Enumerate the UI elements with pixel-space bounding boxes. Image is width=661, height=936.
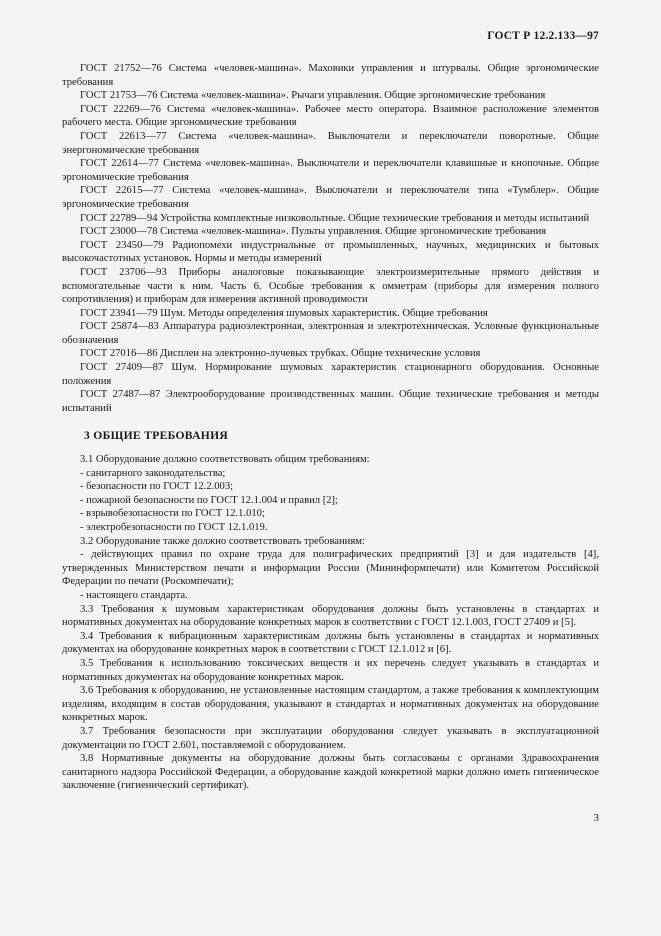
reference-item: ГОСТ 27016—86 Дисплеи на электронно-лучевых трубках. Общие технические условия [80, 348, 481, 360]
clause-3-6: 3.6 Требования к оборудованию, не установленные настоящим стандартом, а также требования к комплектующим изделиям, входящим в состав оборудования, указывают в стандартах и нормативных документах на оборудование конкретных марок. [62, 685, 599, 724]
list-item: - электробезопасности по ГОСТ 12.1.019. [80, 522, 268, 533]
reference-item: ГОСТ 23706—93 Приборы аналоговые показывающие электроизмерительные прямого действия и вспомогательные части к ним. Часть 6. Особые требования к омметрам (приборы для измерения полного сопротивления) и приборам для измерения активной проводимости [62, 266, 599, 306]
clause-3-8: 3.8 Нормативные документы на оборудование должны быть согласованы с органами Здравоохранения санитарного надзора Российской Федерации, а оборудование каждой конкретной марки должно иметь гигиеническое заключение (гигиенический сертификат). [62, 753, 599, 792]
clause-3-2: 3.2 Оборудование также должно соответствовать требованиям: [80, 535, 365, 547]
reference-item: ГОСТ 25874—83 Аппаратура радиоэлектронная, электронная и электротехническая. Условные функциональные обозначения [62, 321, 599, 346]
list-item: - безопасности по ГОСТ 12.2.003; [80, 481, 234, 493]
list-item: - действующих правил по охране труда для полиграфических предприятий [3] и для издательств [4], утвержденных Министерством печати и информации России (Мининформпечати) или Комитетом Российской Федерации по печати (Роскомпечати); [62, 549, 599, 588]
clause-3-5: 3.5 Требования к использованию токсических веществ и их перечень следует указывать в стандартах и нормативных документах на оборудование конкретных марок. [62, 657, 599, 683]
page-body [62, 62, 599, 793]
reference-item: ГОСТ 23000—78 Система «человек-машина». Пульты управления. Общие эргономические требования [80, 226, 547, 238]
section-heading: 3 ОБЩИЕ ТРЕБОВАНИЯ [84, 429, 229, 443]
reference-item: ГОСТ 22614—77 Система «человек-машина». Выключатели и переключатели клавишные и кнопочные. Общие эргономические требования [62, 158, 599, 183]
reference-item: ГОСТ 23450—79 Радиопомехи индустриальные от промышленных, научных, медицинских и бытовых высокочастотных установок. Нормы и методы измерений [62, 239, 599, 265]
reference-item: ГОСТ 22789—94 Устройства комплектные низковольтные. Общие технические требования и методы испытаний [80, 212, 590, 224]
list-item: - взрывобезопасности по ГОСТ 12.1.010; [80, 508, 265, 520]
reference-item: ГОСТ 23941—79 Шум. Методы определения шумовых характеристик. Общие требования [80, 307, 488, 319]
clause-3-7: 3.7 Требования безопасности при эксплуатации оборудования следует указывать в эксплуатационной документации по ГОСТ 2.601, поставляемой с оборудованием. [62, 725, 599, 751]
reference-item: ГОСТ 21752—76 Система «человек-машина». Маховики управления и штурвалы. Общие эргономические требования [62, 63, 599, 88]
reference-item: ГОСТ 22269—76 Система «человек-машина». Рабочее место оператора. Взаимное расположение элементов рабочего места. Общие эргономические требования [62, 103, 599, 129]
clause-3-4: 3.4 Требования к вибрационным характеристикам должны быть установлены в стандартах и нормативных документах на оборудование конкретных марок в соответствии с ГОСТ 12.1.012 и [6]. [62, 630, 599, 656]
reference-list [62, 62, 599, 415]
reference-item: ГОСТ 21753—76 Система «человек-машина». Рычаги управления. Общие эргономические требования [80, 90, 546, 102]
page-number: 3 [593, 812, 599, 824]
reference-item: ГОСТ 22613—77 Система «человек-машина». Выключатели и переключатели поворотные. Общие энергономические требования [62, 130, 599, 156]
list-item: - настоящего стандарта. [80, 589, 188, 601]
section-body [62, 453, 599, 793]
clause-3-3: 3.3 Требования к шумовым характеристикам оборудования должны быть установлены в стандартах и нормативных документах на оборудование конкретных марок в соответствии с ГОСТ 12.1.003, ГОСТ 27409 и [5]. [62, 603, 599, 629]
reference-item: ГОСТ 22615—77 Система «человек-машина». Выключатели и переключатели типа «Тумблер». Общие эргономические требования [62, 185, 599, 210]
reference-item: ГОСТ 27487—87 Электрооборудование производственных машин. Общие технические требования и методы испытаний [62, 389, 599, 414]
document-header: ГОСТ Р 12.2.133—97 [487, 30, 599, 42]
list-item: - санитарного законодательства; [80, 467, 226, 479]
list-item: - пожарной безопасности по ГОСТ 12.1.004 и правил [2]; [80, 494, 338, 506]
reference-item: ГОСТ 27409—87 Шум. Нормирование шумовых характеристик стационарного оборудования. Основные положения [62, 362, 599, 387]
clause-3-1: 3.1 Оборудование должно соответствовать общим требованиям: [80, 454, 370, 466]
